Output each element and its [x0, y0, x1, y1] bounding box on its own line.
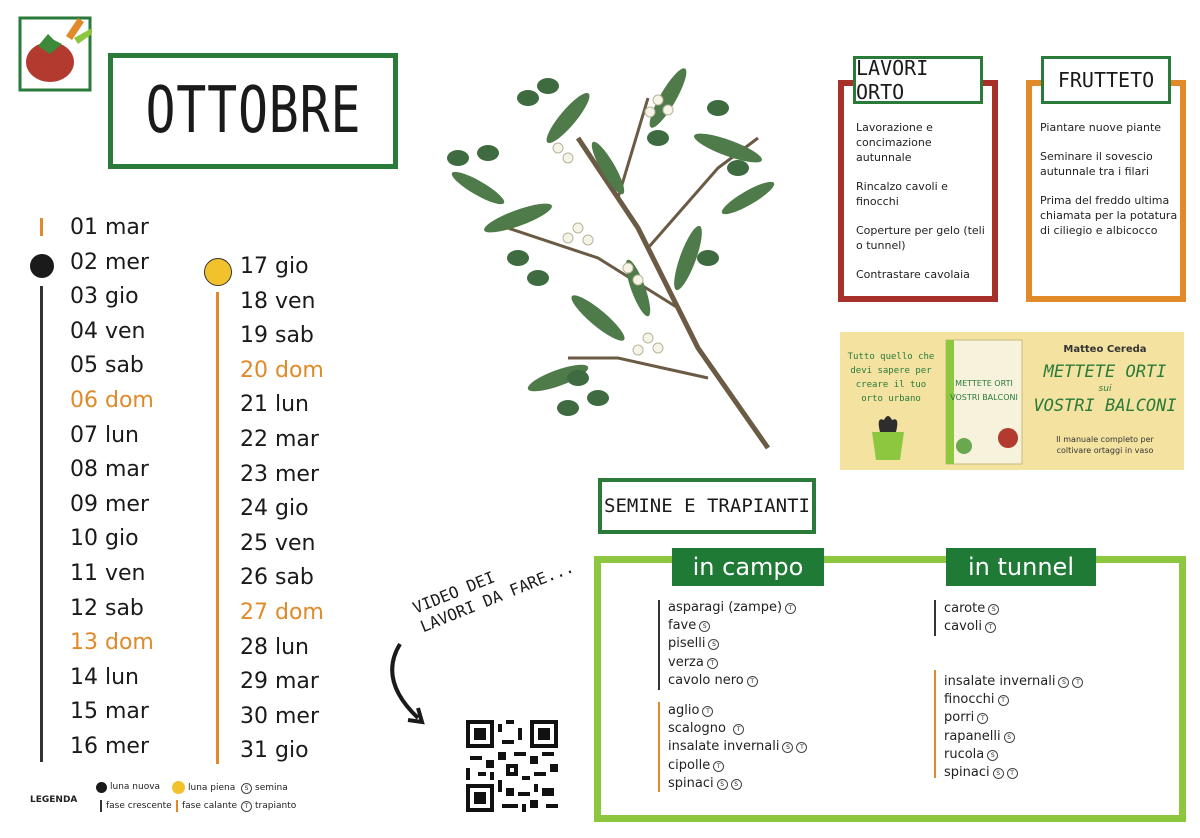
calendar-day: 05 sab — [70, 353, 144, 379]
crop-name: cavoli — [944, 619, 982, 635]
crop-name: spinaci — [944, 765, 990, 780]
legend-fase-crescente: fase crescente — [106, 801, 172, 811]
calendar-day: 02 mer — [70, 249, 149, 275]
crop-name: piselli — [668, 636, 706, 652]
trapianto-icon: T — [707, 658, 718, 669]
trapianto-icon: T — [733, 724, 744, 735]
crop-item — [944, 600, 999, 618]
trapianto-icon: T — [796, 742, 807, 753]
calendar-day: 31 gio — [240, 738, 309, 764]
trapianto-icon: T — [713, 761, 724, 772]
calendar-day: 07 lun — [70, 422, 139, 448]
calendar-day: 22 mar — [240, 427, 319, 452]
crop-name: fave — [668, 618, 697, 634]
crop-name: spinaci — [668, 775, 714, 791]
semina-icon: S — [708, 639, 719, 650]
crop-item — [668, 738, 807, 756]
moon-phase-marker-calante — [40, 218, 43, 236]
tomato-logo — [18, 14, 94, 94]
calendar-day: 15 mar — [70, 699, 149, 725]
book-subtitle: Il manuale completo per coltivare ortaggi in vaso — [1056, 435, 1154, 455]
legend-full-moon-icon — [172, 781, 185, 794]
legend-luna-nuova: luna nuova — [110, 782, 161, 792]
book-title-line2: VOSTRI BALCONI — [1033, 396, 1177, 416]
crop-name: carote — [944, 601, 986, 616]
crop-name: cipolle — [668, 757, 711, 773]
semina-icon: S — [1058, 677, 1069, 688]
campo-group2-line — [658, 702, 660, 792]
tab-in-campo: in campo — [672, 548, 824, 586]
book-tagline: Tutto quello che devi sapere per creare il tuo orto urbano — [847, 352, 935, 404]
semina-icon: S — [1004, 732, 1015, 743]
trapianto-icon: T — [998, 695, 1009, 706]
calendar-day: 13 dom — [70, 630, 154, 656]
video-caption: VIDEO DEI LAVORI DA FARE... — [410, 557, 577, 637]
calendar-day: 30 mer — [240, 703, 319, 729]
legend-new-moon-icon — [96, 782, 107, 793]
calendar-day: 23 mer — [240, 461, 319, 487]
calendar-day: 10 gio — [70, 526, 139, 552]
month-title-box — [108, 53, 398, 169]
svg-text:VOSTRI BALCONI: VOSTRI BALCONI — [950, 393, 1018, 402]
frutteto-box — [1026, 80, 1186, 302]
tunnel-group1-line — [934, 600, 936, 636]
qr-code[interactable] — [466, 720, 558, 812]
trapianto-icon: T — [977, 713, 988, 724]
trapianto-icon: T — [785, 603, 796, 614]
legend-crescente-line — [100, 800, 102, 812]
lavori-orto-item: Rincalzo cavoli e finocchi — [856, 180, 948, 208]
legend-luna-piena: luna piena — [188, 783, 236, 793]
semina-icon: S — [717, 779, 728, 790]
crop-item — [668, 635, 719, 653]
curved-arrow-icon — [378, 640, 438, 730]
calendar-day: 26 sab — [240, 565, 314, 591]
calendar-day: 01 mar — [70, 215, 149, 240]
crop-name: verza — [668, 654, 704, 670]
full-moon-icon — [204, 258, 232, 286]
plant-pot-icon — [866, 412, 910, 462]
calendar-day: 16 mer — [70, 734, 149, 759]
book-title-sui: sui — [1098, 384, 1112, 394]
legend-semina-icon: S — [241, 783, 252, 794]
tunnel-group2-line — [934, 670, 936, 778]
book-title-line1: METTETE ORTI — [1043, 362, 1167, 382]
semina-icon: S — [993, 768, 1004, 779]
crop-item — [668, 720, 744, 738]
crop-item — [668, 617, 710, 635]
lavori-orto-box — [838, 80, 998, 302]
crop-name: cavolo nero — [668, 672, 744, 688]
calendar-day: 11 ven — [70, 561, 146, 586]
calendar-day: 27 dom — [240, 600, 324, 625]
book-cover-image — [944, 338, 1024, 466]
calendar-day: 08 mar — [70, 457, 149, 483]
lavori-orto-title: LAVORI ORTO — [853, 56, 983, 104]
crop-name: rucola — [944, 746, 985, 762]
crop-item — [944, 691, 1009, 709]
calendar-day: 09 mer — [70, 491, 149, 517]
olive-branch-illustration — [418, 58, 780, 456]
legend-trapianto: trapianto — [255, 801, 297, 811]
crop-name: asparagi (zampe) — [668, 600, 783, 615]
crop-item — [668, 654, 718, 672]
lavori-orto-item: Lavorazione e concimazione autunnale — [856, 121, 933, 164]
semina-icon: S — [782, 742, 793, 753]
semina-icon: S — [988, 604, 999, 615]
new-moon-icon — [30, 254, 54, 278]
moon-phase-line-calante — [216, 292, 219, 764]
frutteto-item: Piantare nuove piante — [1040, 121, 1162, 134]
trapianto-icon: T — [985, 622, 996, 633]
lavori-orto-item: Coperture per gelo (teli o tunnel) — [856, 224, 985, 252]
crop-item — [668, 702, 713, 720]
semina-icon: S — [731, 779, 742, 790]
crop-name: rapanelli — [944, 728, 1001, 744]
legend-fase-calante: fase calante — [182, 801, 238, 811]
legend-trapianto-icon: T — [241, 801, 252, 812]
calendar-day: 03 gio — [70, 284, 139, 310]
crop-item — [944, 618, 996, 636]
calendar-day: 04 ven — [70, 318, 146, 344]
calendar-day: 17 gio — [240, 254, 309, 279]
tab-in-tunnel: in tunnel — [946, 548, 1096, 586]
calendar-day: 21 lun — [240, 392, 309, 418]
campo-group1-line — [658, 600, 660, 690]
crop-item — [668, 757, 724, 775]
crop-name: finocchi — [944, 692, 995, 708]
frutteto-item: Prima del freddo ultima chiamata per la potatura di ciliegio e albicocco — [1040, 194, 1178, 237]
frutteto-item: Seminare il sovescio autunnale tra i filari — [1040, 150, 1153, 178]
calendar-day: 14 lun — [70, 664, 139, 690]
calendar-day: 25 ven — [240, 530, 316, 556]
frutteto-title: FRUTTETO — [1041, 56, 1171, 104]
calendar-day: 19 sab — [240, 323, 314, 349]
calendar-day: 24 gio — [240, 496, 309, 522]
frutteto-list — [1040, 120, 1178, 252]
moon-phase-line-crescente — [40, 286, 43, 762]
crop-name: porri — [944, 710, 975, 726]
calendar-day: 06 dom — [70, 388, 154, 413]
trapianto-icon: T — [702, 706, 713, 717]
book-advertisement[interactable] — [840, 332, 1184, 470]
svg-text:METTETE ORTI: METTETE ORTI — [955, 379, 1013, 388]
crop-item — [668, 672, 758, 690]
trapianto-icon: T — [747, 676, 758, 687]
crop-item — [944, 673, 1083, 691]
crop-item — [668, 599, 796, 617]
semina-icon: S — [987, 750, 998, 761]
crop-item — [944, 709, 988, 727]
legend-title: LEGENDA — [30, 795, 78, 805]
legend-semina: semina — [255, 783, 288, 793]
crop-item — [668, 775, 742, 793]
crop-item — [944, 728, 1015, 746]
calendar-day: 12 sab — [70, 595, 144, 621]
calendar-day: 20 dom — [240, 357, 324, 383]
trapianto-icon: T — [1072, 677, 1083, 688]
month-title: OTTOBRE — [145, 74, 361, 148]
semina-icon: S — [699, 621, 710, 632]
semine-trapianti-title: SEMINE E TRAPIANTI — [598, 478, 816, 534]
lavori-orto-item: Contrastare cavolaia — [856, 268, 970, 281]
calendar-day: 18 ven — [240, 288, 316, 314]
crop-name: aglio — [668, 703, 700, 718]
crop-name: scalogno — [668, 721, 731, 737]
trapianto-icon: T — [1007, 768, 1018, 779]
calendar-day: 29 mar — [240, 669, 319, 695]
crop-item — [944, 764, 1018, 782]
crop-name: insalate invernali — [668, 739, 780, 755]
calendar-day: 28 lun — [240, 634, 309, 660]
legend-calante-line — [176, 800, 178, 812]
crop-name: insalate invernali — [944, 674, 1056, 689]
book-author: Matteo Cereda — [1063, 344, 1147, 355]
crop-item — [944, 746, 998, 764]
lavori-orto-list — [856, 120, 986, 296]
